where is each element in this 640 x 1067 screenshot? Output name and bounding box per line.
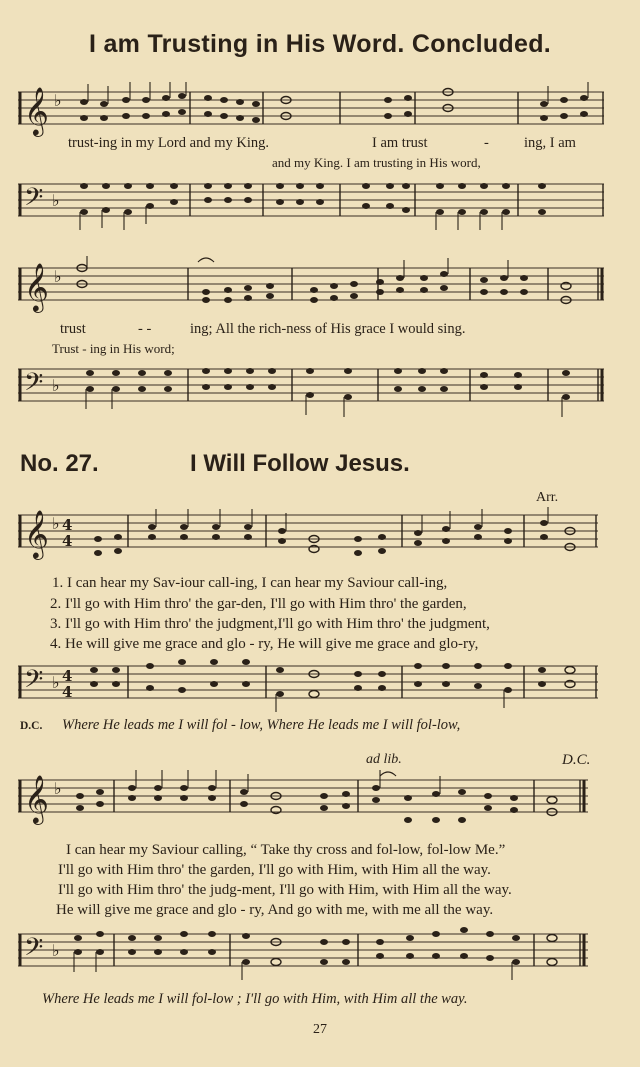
verse-4-line-a: 4. He will give me grace and glo - ry, He will give me grace and glo-ry,	[50, 636, 479, 652]
lyric-line-1-lower: and my King. I am trusting in His word,	[272, 155, 481, 170]
treble-clef-icon: 𝄞	[24, 86, 49, 135]
flat-icon: ♭	[54, 267, 62, 286]
arranger-credit: Arr.	[536, 490, 559, 505]
ad-lib-marking: ad lib.	[366, 752, 402, 767]
staff-treble-3	[18, 503, 598, 569]
lyric-line-2-lower: Trust - ing in His word;	[52, 341, 175, 356]
fermata-icon	[198, 258, 214, 262]
dc-label: D.C.	[20, 720, 43, 732]
staff-bass-4	[18, 922, 588, 986]
refrain-line-1: Where He leads me I will fol - low, Where He leads me I will fol-low,	[62, 717, 461, 733]
verse-2-line-b: I'll go with Him thro' the garden, I'll go with Him, with Him all the way.	[58, 862, 491, 878]
flat-icon: ♭	[54, 779, 62, 798]
bass-clef-icon: 𝄢	[24, 665, 44, 700]
lyric-line-2c: ing; All the rich-ness of His grace I would sing.	[190, 321, 466, 337]
time-signature-top: 4	[62, 667, 73, 685]
notes	[80, 82, 588, 123]
hymn-title: I Will Follow Jesus.	[190, 450, 410, 477]
lyric-line-1d: ing, I am	[524, 135, 576, 151]
page-number: 27	[313, 1022, 327, 1037]
staff-bass-3	[18, 654, 598, 716]
lyric-line-1c: -	[484, 135, 489, 151]
verse-1-line-a: 1. I can hear my Sav-iour call-ing, I can hear my Saviour call-ing,	[52, 575, 448, 591]
staff-bass-2	[18, 357, 604, 427]
refrain-line-2: Where He leads me I will fol-low ; I'll go with Him, with Him all the way.	[42, 991, 468, 1007]
verse-2-line-a: 2. I'll go with Him thro' the gar-den, I'll go with Him thro' the garden,	[50, 596, 467, 612]
notes	[77, 256, 571, 304]
time-signature-top: 4	[62, 516, 73, 534]
flat-icon: ♭	[54, 91, 62, 110]
flat-icon: ♭	[52, 941, 60, 960]
staff-treble-2	[18, 256, 604, 316]
flat-icon: ♭	[52, 514, 60, 533]
bass-clef-icon: 𝄢	[24, 933, 44, 968]
time-signature-bottom: 4	[62, 683, 73, 701]
verse-3-line-a: 3. I'll go with Him thro' the judgment,I'll go with Him thro' the judgment,	[50, 616, 490, 632]
treble-clef-icon: 𝄞	[24, 509, 49, 558]
flat-icon: ♭	[52, 191, 60, 210]
hymn-title-concluded: I am Trusting in His Word. Concluded.	[88, 30, 552, 58]
verse-1-line-b: I can hear my Saviour calling, “ Take thy cross and fol-low, fol-low Me.”	[66, 842, 506, 858]
staff-bass-1	[18, 172, 604, 242]
bass-clef-icon: 𝄢	[24, 368, 44, 403]
verse-3-line-b: I'll go with Him thro' the judg-ment, I'll go with Him, with Him all the way.	[58, 882, 512, 898]
hymn-number: No. 27.	[20, 450, 99, 477]
staff-treble-1	[18, 80, 604, 140]
staff-treble-4	[18, 768, 588, 834]
lyric-line-1a: trust-ing in my Lord and my King.	[68, 135, 269, 151]
treble-clef-icon: 𝄞	[24, 262, 49, 311]
fermata-icon	[380, 772, 396, 776]
lyric-line-2b: - -	[138, 321, 152, 337]
time-signature-bottom: 4	[62, 532, 73, 550]
flat-icon: ♭	[52, 673, 60, 692]
dc-marking: D.C.	[562, 752, 591, 768]
notes	[80, 183, 546, 230]
notes	[90, 659, 575, 712]
treble-clef-icon: 𝄞	[24, 774, 49, 823]
lyric-line-1b: I am trust	[372, 135, 428, 151]
verse-4-line-b: He will give me grace and glo - ry, And go with me, with me all the way.	[56, 902, 494, 918]
lyric-line-2a: trust	[60, 321, 86, 337]
bass-clef-icon: 𝄢	[24, 183, 44, 218]
flat-icon: ♭	[52, 376, 60, 395]
notes	[74, 927, 557, 980]
